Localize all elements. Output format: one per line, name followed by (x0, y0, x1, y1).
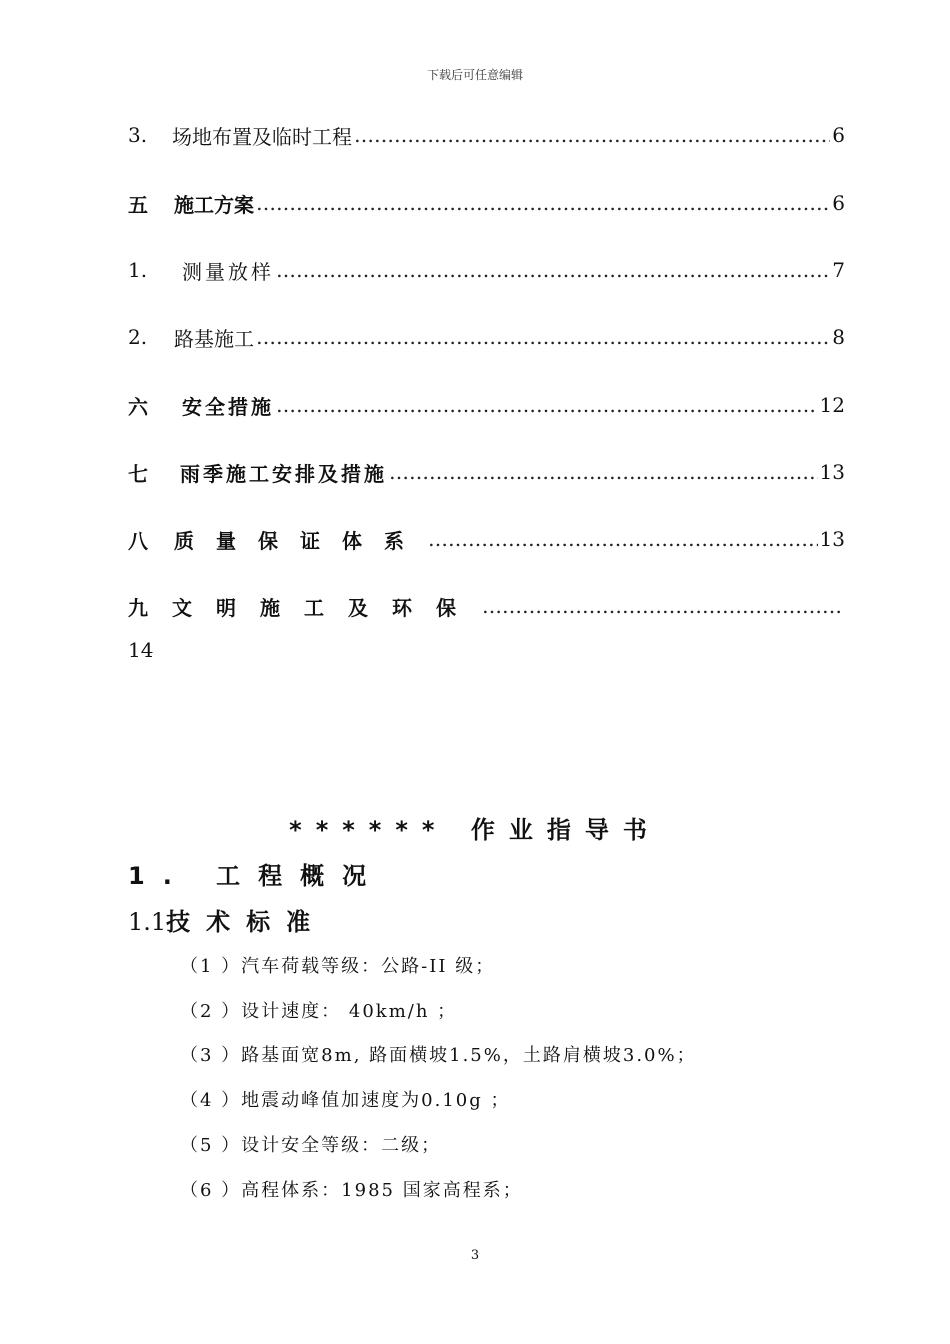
toc-page-number: 12 (819, 393, 845, 417)
toc-leader (482, 594, 843, 618)
toc-title: 安全措施 (182, 394, 274, 419)
toc-leader (276, 393, 818, 417)
heading-number: 1.1 (128, 908, 167, 936)
toc-page-number: 13 (819, 460, 845, 484)
toc-number: 1. (128, 258, 148, 282)
toc-number: 六 (128, 394, 148, 419)
toc-page-number: 8 (832, 325, 845, 349)
heading-level-2 (128, 902, 326, 937)
toc-title: 场地布置及临时工程 (172, 124, 352, 149)
toc-title: 质量保证体系 (174, 528, 426, 553)
toc-page-number: 13 (819, 527, 845, 551)
toc-entry (128, 255, 845, 285)
toc-number: 八 (128, 528, 148, 553)
heading-text: 技术标准 (166, 908, 327, 936)
spec-item: （3 ）路基面宽8m, 路面横坡1.5%，土路肩横坡3.0%； (180, 1045, 697, 1066)
toc-leader (256, 325, 830, 349)
toc-page-number: 6 (832, 123, 845, 147)
toc-number: 七 (128, 461, 148, 486)
heading-level-1: 1. 工程概况 (128, 862, 385, 890)
toc-page-number: 14 (128, 638, 154, 662)
toc-leader (354, 123, 830, 147)
toc-title: 路基施工 (174, 326, 254, 351)
toc-title: 施工方案 (174, 192, 254, 217)
toc-title: 雨季施工安排及措施 (180, 461, 387, 486)
toc-number: 2. (128, 325, 148, 349)
toc-leader (256, 191, 830, 215)
toc-leader (276, 258, 830, 282)
page-number: 3 (470, 1248, 480, 1263)
spec-item: （5 ）设计安全等级：二级； (180, 1135, 442, 1156)
document-title: ****** 作业指导书 (289, 816, 661, 844)
toc-entry (128, 120, 845, 150)
page-header: 下载后可任意编辑 (426, 68, 523, 82)
spec-item: （1 ）汽车荷载等级：公路-II 级； (180, 956, 496, 977)
spec-item: （6 ）高程体系：1985 国家高程系； (180, 1180, 523, 1201)
toc-entry (128, 322, 845, 352)
toc-page-number: 7 (832, 258, 845, 282)
toc-title: 文明施工及环保 (172, 595, 480, 620)
spec-item: （2 ）设计速度： 40km/h ； (180, 1001, 458, 1022)
toc-leader (389, 460, 818, 484)
toc-number: 3. (128, 123, 148, 147)
toc-page-number: 6 (832, 191, 845, 215)
spec-item: （4 ）地震动峰值加速度为0.10g ； (180, 1090, 511, 1111)
toc-leader (428, 527, 818, 551)
toc-entry (128, 457, 845, 487)
toc-entry (128, 188, 845, 218)
toc-title: 测量放样 (182, 259, 274, 284)
toc-entry (128, 524, 845, 554)
toc-number: 五 (128, 192, 148, 217)
toc-entry (128, 390, 845, 420)
toc-number: 九 (128, 595, 148, 620)
toc-entry (128, 591, 845, 621)
